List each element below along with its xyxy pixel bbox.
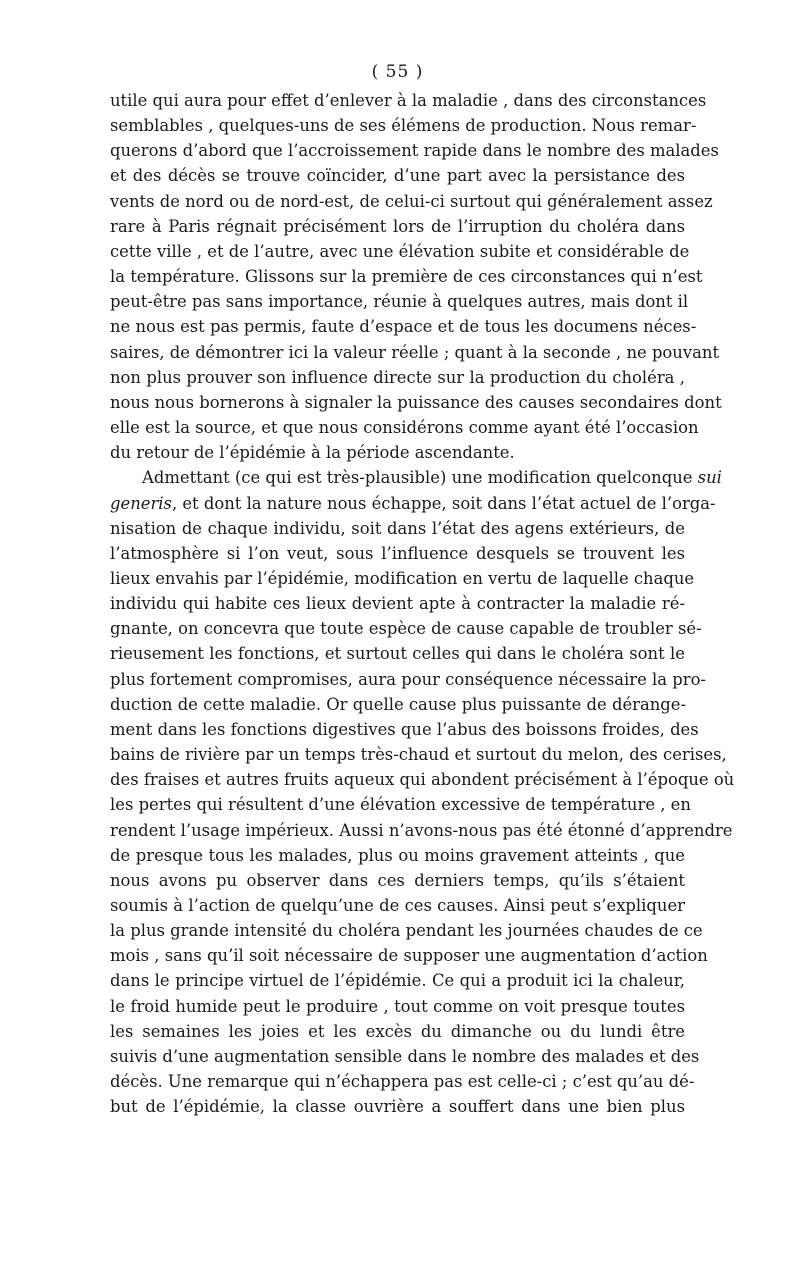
page-number: ( 55 ) — [371, 62, 424, 82]
latin-term-sui: sui — [697, 468, 722, 488]
text-line: et des décès se trouve coïncider, d’une part avec la persistance des — [110, 166, 685, 186]
text-line: nous avons pu observer dans ces derniers temps, qu’ils s’étaient — [110, 870, 685, 890]
text-line: soumis à l’action de quelqu’une de ces causes. Ainsi peut s’expliquer — [110, 896, 685, 915]
text-segment: Admettant (ce qui est très-plausible) une modification quelconque — [142, 468, 693, 488]
text-line: ment dans les fonctions digestives que l’abus des boissons froides, des — [110, 719, 699, 739]
text-line — [110, 491, 716, 516]
text-line: mois , sans qu’il soit nécessaire de supposer une augmentation d’action — [110, 946, 708, 966]
text-line: cette ville , et de l’autre, avec une élévation subite et considérable de — [110, 241, 690, 261]
text-line: gnante, on concevra que toute espèce de cause capable de troubler sé- — [110, 619, 702, 639]
text-line: but de l’épidémie, la classe ouvrière a souffert dans une bien plus — [110, 1097, 685, 1117]
text-line: rare à Paris régnait précisément lors de l’irruption du choléra dans — [110, 216, 685, 236]
paragraph-1 — [110, 88, 722, 465]
text-line: de presque tous les malades, plus ou moins gravement atteints , que — [110, 845, 685, 865]
text-line: la température. Glissons sur la première de ces circonstances qui n’est — [110, 267, 703, 287]
text-segment: , et dont la nature nous échappe, soit dans l’état actuel de l’orga- — [171, 493, 716, 513]
text-line: utile qui aura pour effet d’enlever à la maladie , dans des circonstances — [110, 91, 707, 110]
text-line: non plus prouver son influence directe sur la production du choléra , — [110, 367, 685, 387]
text-line: elle est la source, et que nous considérons comme ayant été l’occasion — [110, 418, 699, 438]
text-line: individu qui habite ces lieux devient apte à contracter la maladie ré- — [110, 594, 685, 614]
text-line: semblables , quelques-uns de ses élémens de production. Nous remar- — [110, 116, 697, 136]
text-line: l’atmosphère si l’on veut, sous l’influence desquels se trouvent les — [110, 543, 685, 563]
text-line: plus fortement compromises, aura pour conséquence nécessaire la pro- — [110, 669, 706, 689]
text-line: querons d’abord que l’accroissement rapide dans le nombre des malades — [110, 141, 719, 161]
book-page — [110, 62, 735, 1119]
text-line: lieux envahis par l’épidémie, modification en vertu de laquelle chaque — [110, 568, 695, 588]
text-line: ne nous est pas permis, faute d’espace et de tous les documens néces- — [110, 317, 697, 337]
text-line: rendent l’usage impérieux. Aussi n’avons-nous pas été étonné d’apprendre — [110, 820, 733, 840]
text-line: la plus grande intensité du choléra pendant les journées chaudes de ce — [110, 921, 703, 941]
text-line: nous nous bornerons à signaler la puissance des causes secondaires dont — [110, 392, 722, 412]
latin-term-generis: generis — [110, 493, 172, 513]
text-line: le froid humide peut le produire , tout comme on voit presque toutes — [110, 996, 685, 1016]
text-line — [110, 465, 722, 490]
text-line: des fraises et autres fruits aqueux qui abondent précisément à l’époque où — [110, 770, 735, 790]
text-line: décès. Une remarque qui n’échappera pas est celle-ci ; c’est qu’au dé- — [110, 1072, 695, 1092]
text-line: du retour de l’épidémie à la période ascendante. — [110, 443, 515, 463]
text-line: suivis d’une augmentation sensible dans le nombre des malades et des — [110, 1046, 700, 1066]
paragraph-2 — [110, 465, 735, 1119]
text-line: dans le principe virtuel de l’épidémie. Ce qui a produit ici la chaleur, — [110, 971, 685, 991]
text-line: saires, de démontrer ici la valeur réelle ; quant à la seconde , ne pouvant — [110, 342, 720, 362]
text-line: rieusement les fonctions, et surtout celles qui dans le choléra sont le — [110, 644, 685, 664]
text-line: peut-être pas sans importance, réunie à quelques autres, mais dont il — [110, 292, 689, 312]
text-line: les pertes qui résultent d’une élévation excessive de température , en — [110, 795, 691, 815]
text-line: duction de cette maladie. Or quelle cause plus puissante de dérange- — [110, 694, 687, 714]
text-line: les semaines les joies et les excès du dimanche ou du lundi être — [110, 1021, 685, 1041]
text-line: vents de nord ou de nord-est, de celui-ci surtout qui généralement assez — [110, 191, 713, 211]
text-line: bains de rivière par un temps très-chaud et surtout du melon, des cerises, — [110, 745, 727, 765]
text-line: nisation de chaque individu, soit dans l’état des agens extérieurs, de — [110, 518, 685, 538]
